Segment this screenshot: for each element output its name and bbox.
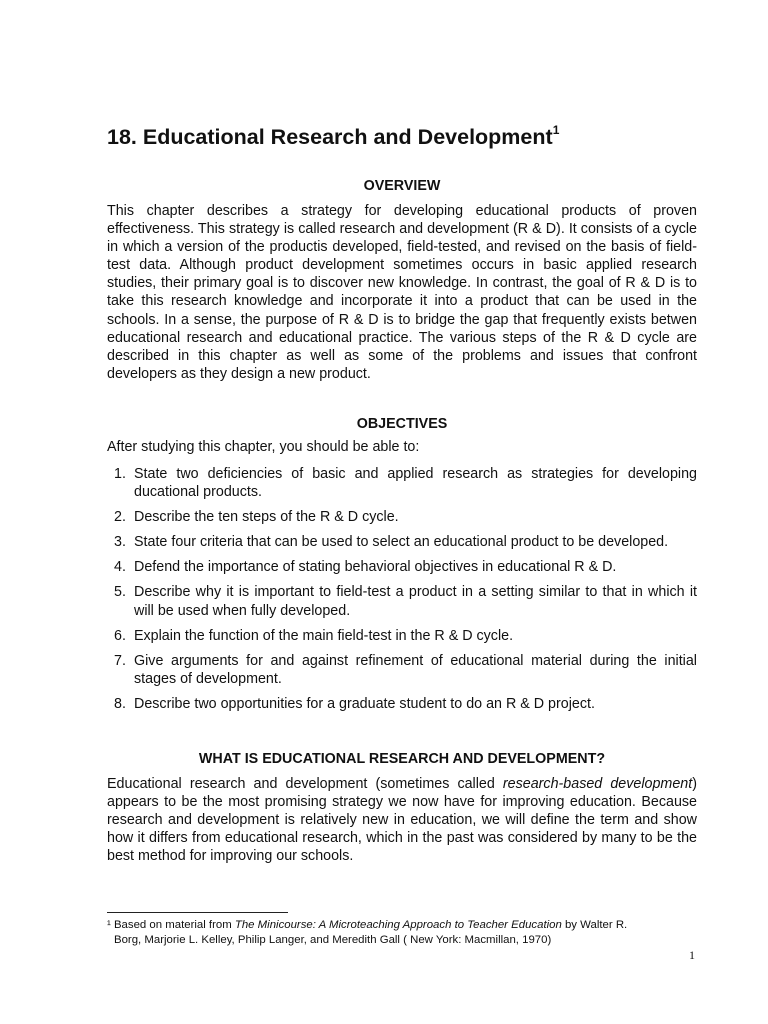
what-is-rd-heading: WHAT IS EDUCATIONAL RESEARCH AND DEVELOPMENT? — [198, 751, 606, 767]
objectives-list — [107, 465, 697, 720]
objective-number: 4. — [114, 559, 126, 576]
objective-number: 1. — [114, 466, 126, 482]
footnote-divider — [107, 912, 288, 913]
overview-paragraph: This chapter describes a strategy for developing educational products of proven effectiveness. This strategy is called research and development (R & D). It consists of a cycle in which a version of the productis developed, field-tested, and revised on the basis of field-test data. Although product development sometimes occurs in basic applied research studies, their primary goal is to discover new knowledge. In contrast, the goal of R & D is to take this research knowledge and incorporate it into a product that can be used in the schools. In a sense, the purpose of R & D is to bridge the gap that frequently exists betwen educational research and educational practice. The various steps of the R & D cycle are described in this chapter as well as some of the problems and issues that confront developers as they design a new product. — [107, 203, 697, 382]
what-is-text-after: ) appears to be the most promising strategy we now have for improving education. Because research and development is relatively new in education, we will define the term and show how it differs from educational research, which in the past was considered by many to be the best method for improving our schools. — [107, 776, 697, 865]
objective-item — [107, 558, 697, 576]
what-is-rd-paragraph — [107, 775, 697, 865]
what-is-text-before: Educational research and development (sometimes called — [107, 776, 503, 792]
footnote-marker: ¹ — [107, 919, 111, 931]
objective-item — [107, 465, 697, 501]
page-number: 1 — [689, 948, 695, 962]
objective-item — [107, 627, 697, 645]
title-footnote-marker[interactable]: 1 — [552, 123, 560, 137]
objective-item — [107, 652, 697, 688]
objective-text: State two deficiencies of basic and applied research as strategies for developing ducational products. — [134, 466, 697, 501]
chapter-title — [107, 113, 559, 154]
objective-number: 2. — [114, 509, 126, 526]
objective-number: 7. — [114, 652, 126, 669]
objective-item — [107, 695, 697, 713]
objective-text: Describe two opportunities for a graduate student to do an R & D project. — [134, 695, 595, 712]
objective-text: Explain the function of the main field-test in the R & D cycle. — [134, 627, 514, 644]
what-is-italic-term: research-based development — [502, 776, 693, 792]
overview-heading: OVERVIEW — [363, 178, 441, 194]
footnote-text-before: Based on material from — [110, 919, 235, 931]
objective-number: 8. — [114, 695, 126, 712]
footnote-book-title: The Minicourse: A Microteaching Approach to Teacher Education — [234, 919, 562, 931]
objective-number: 5. — [114, 584, 126, 601]
objective-item — [107, 508, 697, 526]
objective-item — [107, 583, 697, 619]
objectives-heading: OBJECTIVES — [356, 416, 448, 432]
objectives-intro: After studying this chapter, you should be able to: — [107, 439, 420, 455]
objective-number: 6. — [114, 627, 126, 644]
footnote-text-after: by Walter R. — [561, 919, 628, 931]
objective-item — [107, 533, 697, 551]
objective-text: Give arguments for and against refinement of educational material during the initial stages of development. — [134, 652, 697, 687]
chapter-title-text: 18. Educational Research and Development — [107, 125, 553, 149]
objective-text: Defend the importance of stating behavioral objectives in educational R & D. — [134, 559, 617, 576]
objective-text: Describe the ten steps of the R & D cycle. — [134, 509, 399, 526]
objective-number: 3. — [114, 534, 126, 551]
objective-text: State four criteria that can be used to select an educational product to be developed. — [134, 534, 669, 551]
objective-text: Describe why it is important to field-test a product in a setting similar to that in which it will be used when fully developed. — [134, 584, 697, 619]
footnote — [107, 918, 697, 948]
footnote-line-two: Borg, Marjorie L. Kelley, Philip Langer, and Meredith Gall ( New York: Macmillan, 1970) — [114, 934, 552, 946]
